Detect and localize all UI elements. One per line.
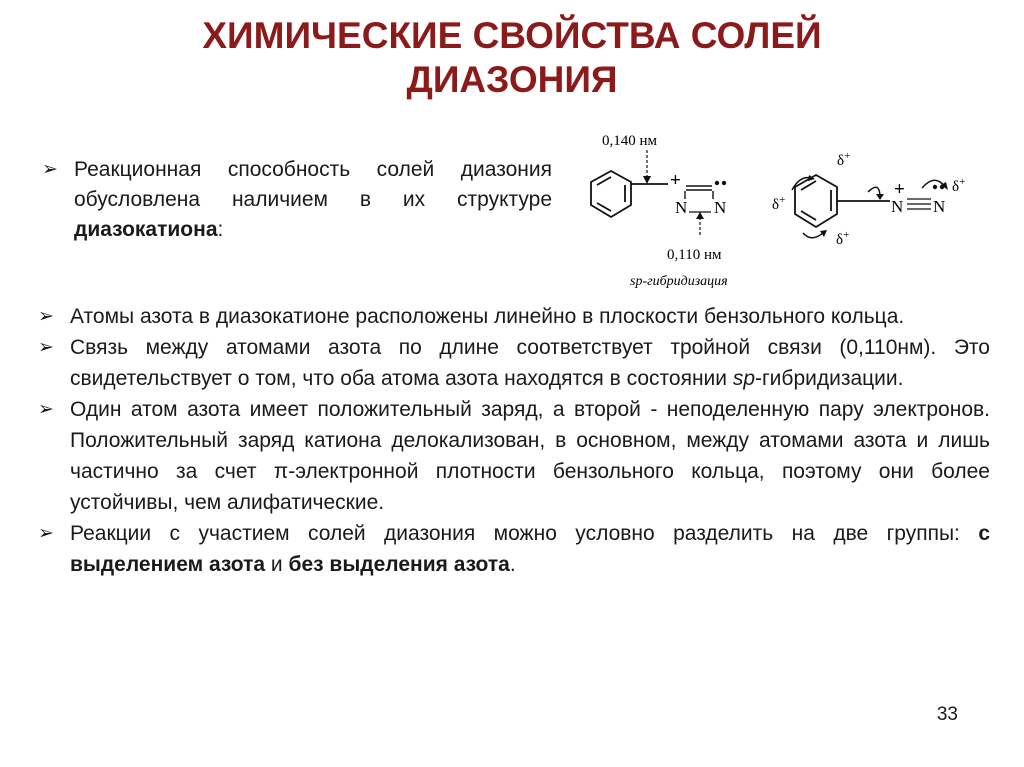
delta-symbol: δ: [772, 197, 780, 213]
atom-n-right-1: N: [891, 197, 904, 216]
delta-plus-bottom: [836, 229, 849, 248]
list-item: [38, 301, 990, 332]
list-item-bold: с выделением азота: [70, 522, 990, 576]
delta-plus-left: [772, 194, 785, 213]
hybridization-label: sp-гибридизация: [630, 274, 728, 289]
intro-text-bold: диазокатиона: [74, 218, 218, 241]
benzene-ring-left: [591, 171, 631, 217]
arrow-up-icon: [696, 212, 704, 219]
lone-pair-dot: [715, 181, 719, 185]
diazonium-structure-diagram: [0, 0, 1024, 300]
benzene-ring-right: [795, 175, 837, 227]
lone-pair-dot: [722, 181, 726, 185]
delta-plus-top: [837, 150, 850, 169]
bullet-arrow-icon: ➢: [38, 337, 54, 358]
list-item-text: Один атом азота имеет положительный заряд, а второй - неподеленную пару электронов. Положительный заряд катиона делокализован, в основном, между атомами азота и лишь частично за счет π-электронной плотности бензольного кольца, поэтому они более устойчивы, чем алифатические.: [70, 398, 990, 514]
list-item-text: Реакции с участием солей диазония можно условно разделить на две группы:: [70, 522, 979, 545]
arrow-head-icon: [876, 194, 884, 200]
list-item-text: .: [509, 553, 516, 576]
resonance-arrow-icon: [803, 232, 824, 238]
bond-length-bottom: 0,110 нм: [667, 247, 722, 263]
list-item-italic: sp: [732, 367, 756, 390]
list-item: [38, 518, 990, 580]
delta-superscript: +: [843, 229, 850, 241]
list-item-bold: без выделения азота: [288, 553, 510, 576]
title-line-1: ХИМИЧЕСКИЕ СВОЙСТВА СОЛЕЙ: [202, 15, 822, 56]
list-item: [38, 394, 990, 518]
delta-symbol: δ: [952, 179, 960, 195]
title-line-2: ДИАЗОНИЯ: [406, 59, 618, 100]
bond-length-top: 0,140 нм: [602, 133, 658, 149]
bullet-arrow-icon: ➢: [42, 159, 58, 180]
atom-n-left: N: [675, 198, 688, 217]
lone-pair-dot: [933, 185, 937, 189]
delta-superscript: +: [779, 194, 786, 206]
list-item-text: Атомы азота в диазокатионе расположены линейно в плоскости бензольного кольца.: [70, 305, 905, 328]
bullet-list: [38, 301, 990, 580]
atom-n-right-2: N: [933, 197, 946, 216]
delta-superscript: +: [844, 150, 851, 162]
charge-plus-left: +: [670, 170, 681, 191]
delta-superscript: +: [959, 176, 966, 188]
arrow-down-icon: [643, 176, 651, 184]
bullet-arrow-icon: ➢: [38, 523, 54, 544]
bullet-arrow-icon: ➢: [38, 399, 54, 420]
intro-text-end: :: [217, 218, 224, 241]
list-item-text: и: [265, 553, 289, 576]
lone-pair-dot: [940, 185, 944, 189]
atom-n-right: N: [714, 198, 727, 217]
delta-plus-right: [952, 176, 965, 195]
list-item-text: -гибридизации.: [755, 367, 904, 390]
delta-symbol: δ: [837, 153, 845, 169]
list-item: [38, 332, 990, 394]
delta-symbol: δ: [836, 232, 844, 248]
intro-text-plain: Реакционная способность солей диазония обусловлена наличием в их структуре: [74, 158, 552, 211]
page-number: 33: [936, 704, 958, 725]
bullet-arrow-icon: ➢: [38, 306, 54, 327]
charge-plus-right: +: [894, 179, 905, 200]
list-item-text: Связь между атомами азота по длине соответствует тройной связи (0,110нм). Это свидетельствует о том, что оба атома азота находятся в состоянии: [70, 336, 990, 390]
